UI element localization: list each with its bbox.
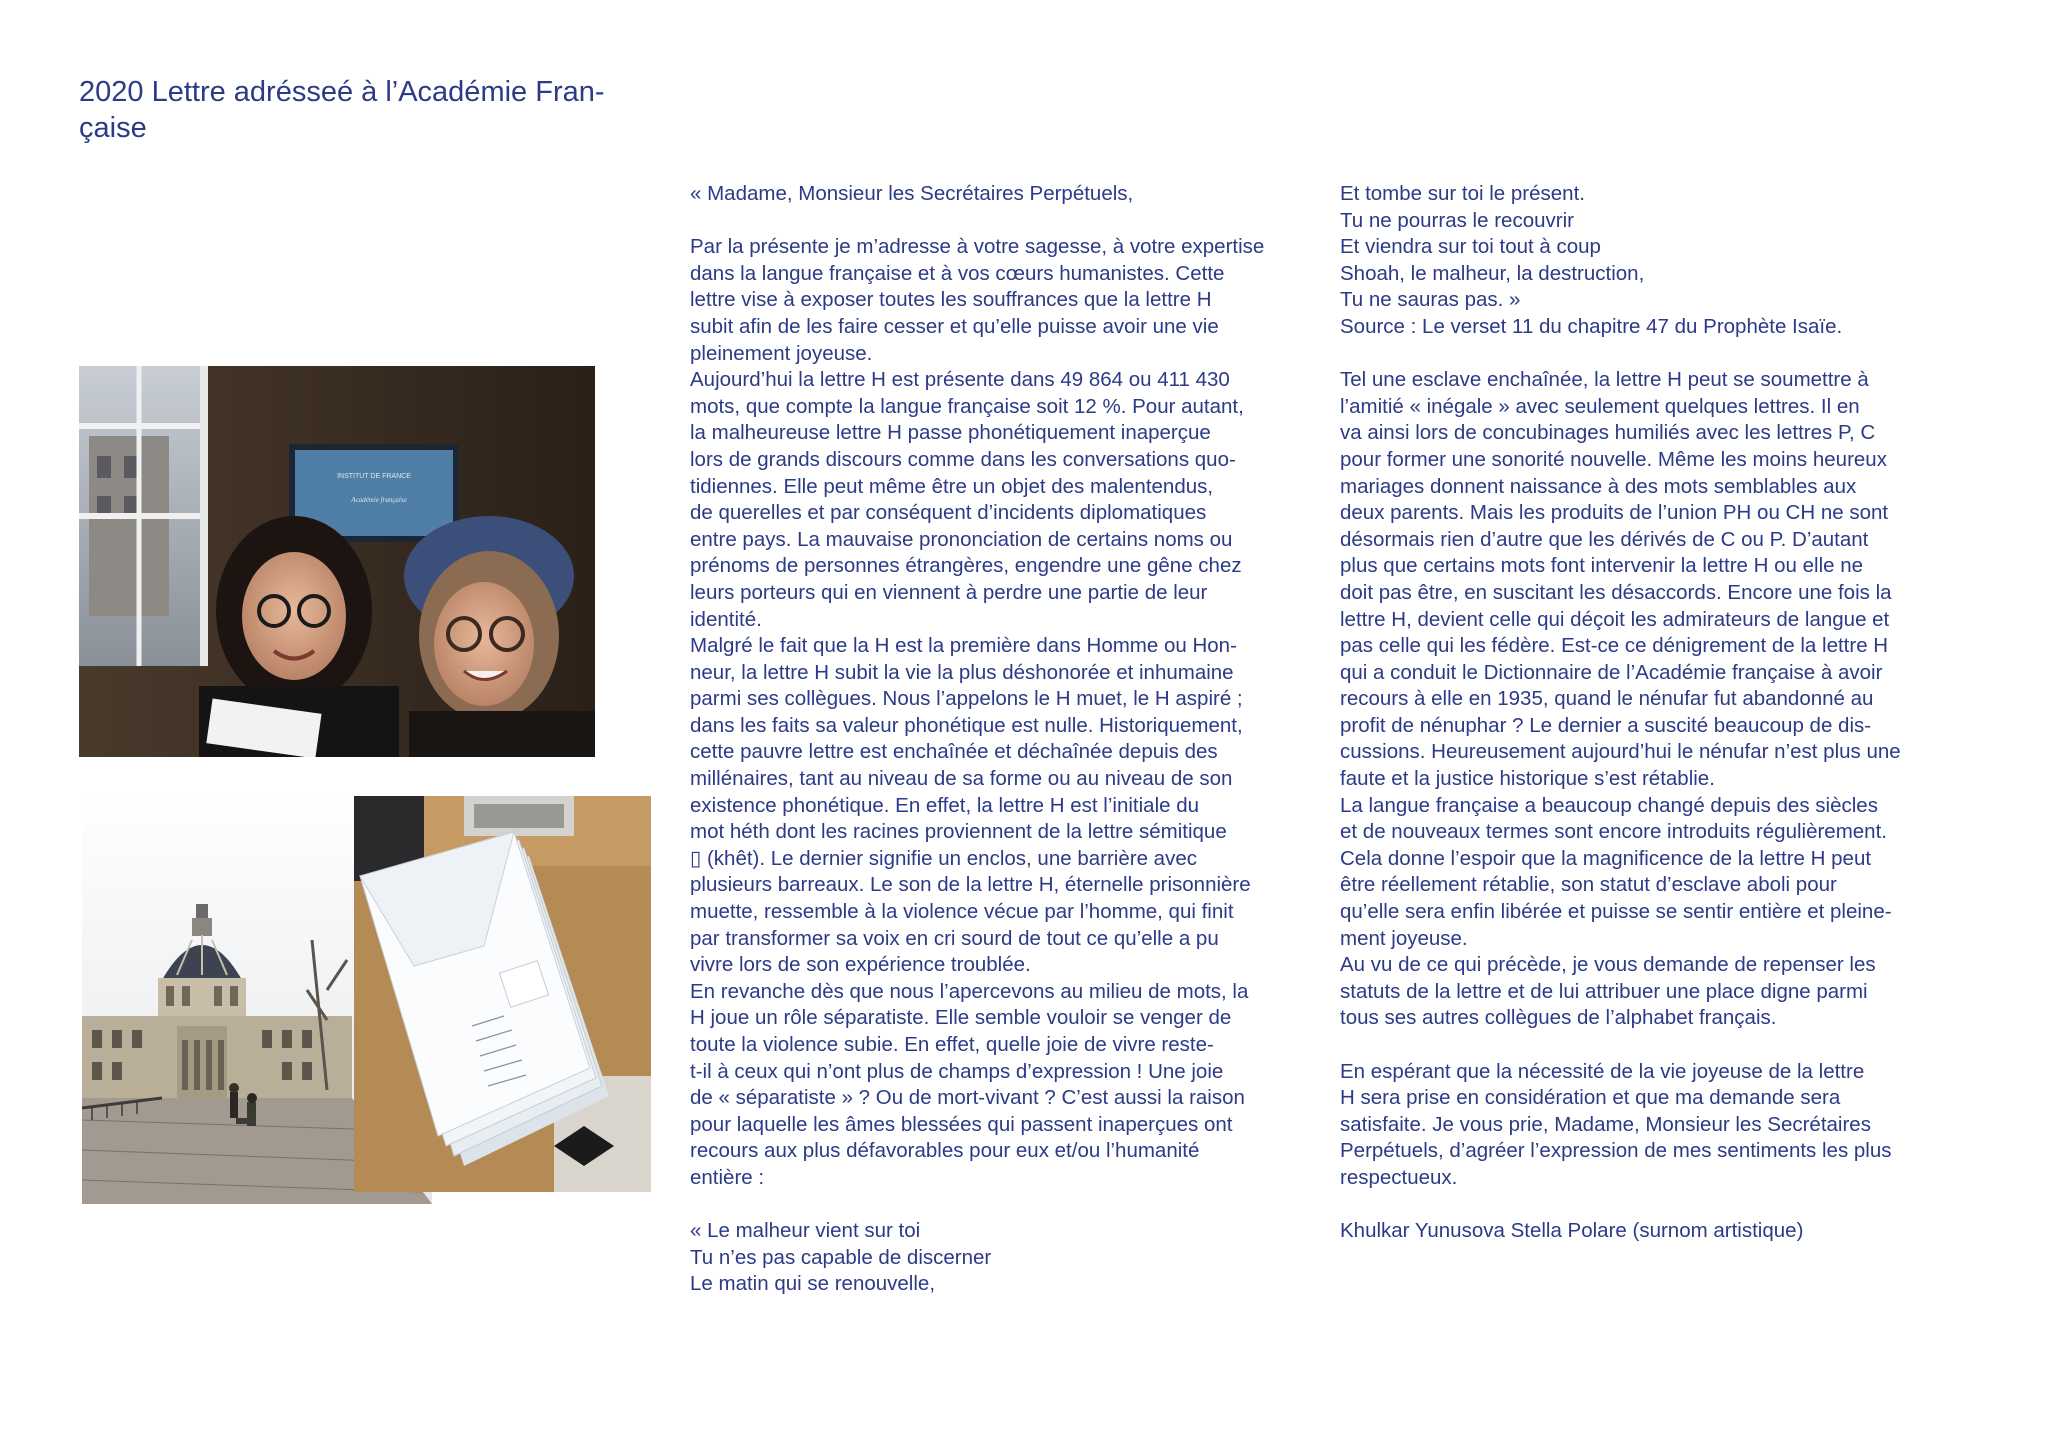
letter-right-line: Et viendra sur toi tout à coup (1340, 235, 1601, 259)
letter-right-line: Shoah, le malheur, la destruction, (1340, 261, 1645, 285)
letter-right-line: pour former une sonorité nouvelle. Même les moins heureux (1340, 447, 1887, 471)
letter-right-line: mariages donnent naissance à des mots semblables aux (1340, 474, 1857, 498)
letter-middle-line: dans la langue française et à vos cœurs humanistes. Cette (690, 261, 1225, 285)
letter-right-line: satisfaite. Je vous prie, Madame, Monsieur les Secrétaires (1340, 1112, 1871, 1136)
letter-right-line: Tu ne pourras le recouvrir (1340, 208, 1574, 232)
letter-middle-line: muette, ressemble à la violence vécue par l’homme, qui finit (690, 900, 1234, 924)
letter-middle-line: Par la présente je m’adresse à votre sagesse, à votre expertise (690, 235, 1265, 259)
letter-middle-line: dans les faits sa valeur phonétique est nulle. Historiquement, (690, 713, 1243, 737)
letter-middle-line: entre pays. La mauvaise prononciation de certains noms ou (690, 527, 1233, 551)
letter-right-line: qui a conduit le Dictionnaire de l’Académie française à avoir (1340, 660, 1883, 684)
screen-text-institut: INSTITUT DE FRANCE (337, 473, 411, 480)
letter-middle-line: pleinement joyeuse. (690, 341, 873, 365)
letter-right-line: deux parents. Mais les produits de l’union PH ou CH ne sont (1340, 501, 1889, 525)
letter-middle-line: t-il à ceux qui n’ont plus de champs d’expression ! Une joie (690, 1059, 1224, 1083)
letter-middle-line: la malheureuse lettre H passe phonétiquement inaperçue (690, 421, 1211, 445)
letter-right-line: En espérant que la nécessité de la vie joyeuse de la lettre (1340, 1059, 1865, 1083)
letter-right-line: faute et la justice historique s’est rétablie. (1340, 767, 1715, 791)
letter-middle-line: subit afin de les faire cesser et qu’elle puisse avoir une vie (690, 314, 1219, 338)
letter-middle-line: tidiennes. Elle peut même être un objet des malentendus, (690, 474, 1214, 498)
letter-right-line: Tel une esclave enchaînée, la lettre H peut se soumettre à (1340, 368, 1869, 392)
letter-right-line: qu’elle sera enfin libérée et puisse se sentir entière et pleine- (1340, 900, 1892, 924)
letter-middle-line: leurs porteurs qui en viennent à perdre une partie de leur (690, 580, 1208, 604)
letter-right-line: recours à elle en 1935, quand le nénufar fut abandonné au (1340, 687, 1874, 711)
letter-middle-line: prénoms de personnes étrangères, engendre une gêne chez (690, 554, 1242, 578)
letter-middle-line: recours aux plus défavorables pour eux et/ou l’humanité (690, 1139, 1200, 1163)
letter-middle-line: existence phonétique. En effet, la lettre H est l’initiale du (690, 793, 1200, 817)
page-title-line-2: çaise (79, 112, 147, 144)
letter-right-line: ment joyeuse. (1340, 926, 1468, 950)
letter-right-line: respectueux. (1340, 1165, 1458, 1189)
letter-right-line: lettre H, devient celle qui déçoit les admirateurs de langue et (1340, 607, 1890, 631)
letter-right-line: cussions. Heureusement aujourd’hui le nénufar n’est plus une (1340, 740, 1901, 764)
letter-middle-line: vivre lors de son expérience troublée. (690, 953, 1031, 977)
screen-text-academie: Académie française (351, 496, 407, 504)
letter-right-line: va ainsi lors de concubinages humiliés avec les lettres P, C (1340, 421, 1876, 445)
letter-middle-line (690, 208, 1330, 235)
letter-middle-line: « Le malheur vient sur toi (690, 1219, 921, 1243)
letter-right-line: être réellement rétablie, son statut d’esclave aboli pour (1340, 873, 1837, 897)
letter-right-line: Khulkar Yunusova Stella Polare (surnom artistique) (1340, 1219, 1804, 1243)
letter-right-line: profit de nénuphar ? Le dernier a suscité beaucoup de dis- (1340, 713, 1872, 737)
letter-middle-line: mots, que compte la langue française soit 12 %. Pour autant, (690, 394, 1244, 418)
letter-middle-line: par transformer sa voix en cri sourd de tout ce qu’elle a pu (690, 926, 1219, 950)
letter-right-line (1340, 1192, 2000, 1219)
letter-right-line: tous ses autres collègues de l’alphabet français. (1340, 1006, 1777, 1030)
letter-middle-line: lettre vise à exposer toutes les souffrances que la lettre H (690, 288, 1212, 312)
letter-right-line: Tu ne sauras pas. » (1340, 288, 1521, 312)
letter-middle-line: lors de grands discours comme dans les conversations quo- (690, 447, 1236, 471)
letter-column-right (1340, 181, 2000, 1245)
letter-middle-line: « Madame, Monsieur les Secrétaires Perpétuels, (690, 182, 1134, 205)
letter-right-line: et de nouveaux termes sont encore introduits régulièrement. (1340, 820, 1887, 844)
letter-column-middle (690, 181, 1330, 1298)
letter-middle-line: neur, la lettre H subit la vie la plus déshonorée et inhumaine (690, 660, 1234, 684)
letter-right-line: statuts de la lettre et de lui attribuer une place digne parmi (1340, 979, 1868, 1003)
letter-right-line (1340, 1032, 2000, 1059)
letter-right-line (1340, 341, 2000, 368)
letter-middle-line: de querelles et par conséquent d’incidents diplomatiques (690, 501, 1207, 525)
selfie-photo (79, 366, 595, 757)
letter-right-line: La langue française a beaucoup changé depuis des siècles (1340, 793, 1878, 817)
letter-middle-line: plusieurs barreaux. Le son de la lettre H, éternelle prisonnière (690, 873, 1251, 897)
letter-middle-line: entière : (690, 1165, 765, 1189)
letter-middle-line: Aujourd’hui la lettre H est présente dans 49 864 ou 411 430 (690, 368, 1230, 392)
letter-middle-line: pour laquelle les âmes blessées qui passent inaperçues ont (690, 1112, 1233, 1136)
letter-middle-line (690, 1192, 1330, 1219)
letter-middle-line: toute la violence subie. En effet, quelle joie de vivre reste- (690, 1033, 1214, 1056)
letter-middle-line: millénaires, tant au niveau de sa forme ou au niveau de son (690, 767, 1233, 791)
page-title-line-1: 2020 Lettre adrésseé à l’Académie Fran- (79, 76, 605, 108)
letter-right-line: Cela donne l’espoir que la magnificence de la lettre H peut (1340, 846, 1872, 870)
letter-middle-line: Tu n’es pas capable de discerner (690, 1245, 992, 1269)
letter-middle-line: mot héth dont les racines proviennent de la lettre sémitique (690, 820, 1227, 844)
letter-right-line: Et tombe sur toi le présent. (1340, 182, 1585, 205)
letter-right-line: Source : Le verset 11 du chapitre 47 du Prophète Isaïe. (1340, 314, 1843, 338)
letter-right-line: H sera prise en considération et que ma demande sera (1340, 1086, 1841, 1110)
letter-right-line: Au vu de ce qui précède, je vous demande de repenser les (1340, 953, 1876, 977)
letter-middle-line: En revanche dès que nous l’apercevons au milieu de mots, la (690, 979, 1249, 1003)
letter-middle-line: identité. (690, 607, 762, 631)
letter-middle-line: H joue un rôle séparatiste. Elle semble vouloir se venger de (690, 1006, 1232, 1030)
letter-middle-line: Malgré le fait que la H est la première dans Homme ou Hon- (690, 634, 1237, 658)
letter-right-line: pas celle qui les fédère. Est-ce ce dénigrement de la lettre H (1340, 634, 1889, 658)
letter-middle-line: Le matin qui se renouvelle, (690, 1272, 936, 1296)
letter-middle-line: ▯ (khêt). Le dernier signifie un enclos, une barrière avec (690, 846, 1197, 870)
letter-right-line: l’amitié « inégale » avec seulement quelques lettres. Il en (1340, 394, 1860, 418)
letter-right-line: Perpétuels, d’agréer l’expression de mes sentiments les plus (1340, 1139, 1892, 1163)
letter-middle-line: cette pauvre lettre est enchaînée et déchaînée depuis des (690, 740, 1218, 764)
letter-right-line: plus que certains mots font intervenir la lettre H ou elle ne (1340, 554, 1864, 578)
letter-middle-line: parmi ses collègues. Nous l’appelons le H muet, le H aspiré ; (690, 687, 1243, 711)
letter-middle-line: de « séparatiste » ? Ou de mort-vivant ? C’est aussi la raison (690, 1086, 1245, 1110)
letter-right-line: doit pas être, en suscitant les désaccords. Encore une fois la (1340, 580, 1892, 604)
letter-right-line: désormais rien d’autre que les dérivés de C ou P. D’autant (1340, 527, 1869, 551)
envelopes-photo (354, 796, 651, 1192)
page-title (79, 74, 639, 146)
